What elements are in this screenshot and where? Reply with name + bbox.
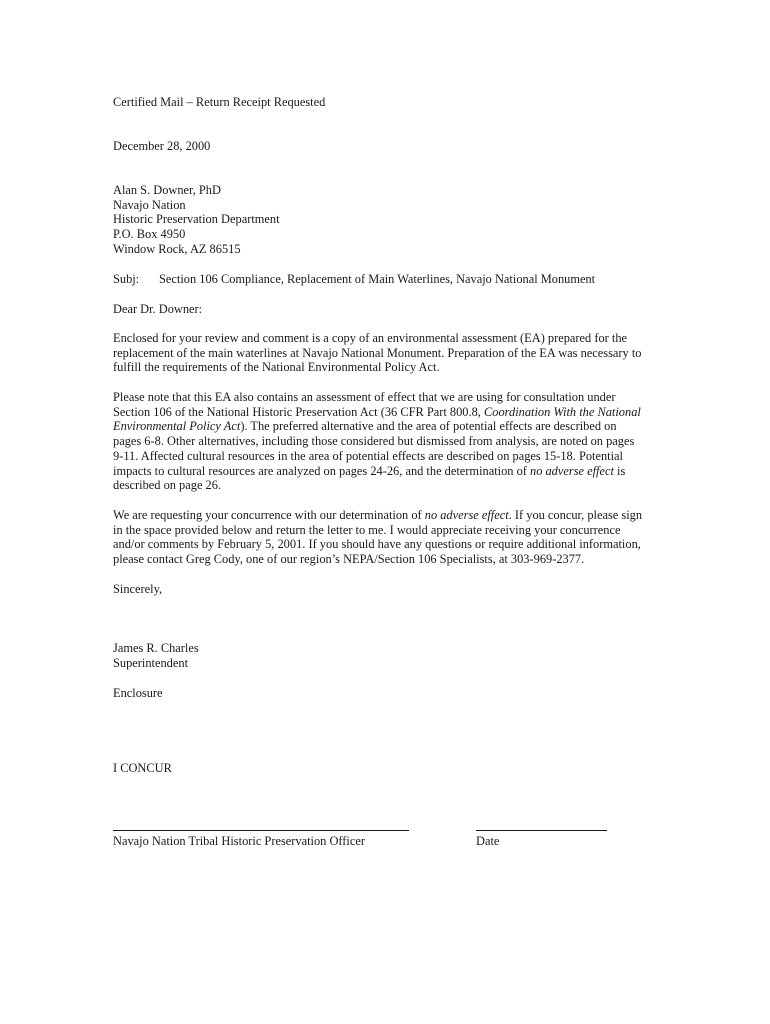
paragraph-3-text: . If you concur, please sign [508,508,643,522]
paragraph-2-line: described on page 26. [113,478,222,493]
paragraph-2-text: is [613,463,626,478]
recipient-dept: Historic Preservation Department [113,212,280,227]
subject-label: Subj: [113,272,140,286]
regulation-title-italic: Coordination With the National [483,404,641,419]
mail-method-line: Certified Mail – Return Receipt Requested [113,95,326,109]
paragraph-2-line: Please note that this EA also contains an assessment of effect that we are using for consultation under [113,390,616,404]
paragraph-2-line [113,405,673,420]
paragraph-2-line: 9-11. Affected cultural resources in the area of potential effects are described on pages 15-18. Potential [113,448,623,463]
recipient-city: Window Rock, AZ 86515 [113,241,241,256]
recipient-name: Alan S. Downer, PhD [113,183,221,197]
salutation: Dear Dr. Downer: [113,302,203,316]
officer-signature-line[interactable] [113,816,409,831]
regulation-title-italic: Environmental Policy Act [113,419,241,434]
paragraph-3-line [113,508,673,523]
paragraph-3-text: We are requesting your concurrence with our determination of [113,508,425,522]
paragraph-1-line: fulfill the requirements of the National Environmental Policy Act. [113,360,440,375]
paragraph-2-line: pages 6-8. Other alternatives, including those considered but dismissed from analysis, are noted on pages [113,434,635,449]
subject-text: Section 106 Compliance, Replacement of Main Waterlines, Navajo National Monument [159,272,596,286]
enclosure-note: Enclosure [113,686,163,700]
paragraph-2-text: ). The preferred alternative and the area of potential effects are described on [240,419,617,434]
paragraph-3-line: please contact Greg Cody, one of our region’s NEPA/Section 106 Specialists, at 303-969-2377. [113,552,585,567]
paragraph-2-text: impacts to cultural resources are analyzed on pages 24-26, and the determination of [113,463,530,478]
signature-block [113,641,673,670]
date-signature-line[interactable] [476,816,607,831]
recipient-org: Navajo Nation [113,197,186,212]
concur-label: I CONCUR [113,761,172,775]
determination-italic: no adverse effect [530,463,614,478]
recipient-address [113,183,673,257]
paragraph-2-line [113,419,673,434]
paragraph-3-line: in the space provided below and return the letter to me. I would appreciate receiving your concurrence [113,522,621,537]
date-caption: Date [476,834,500,848]
paragraph-1 [113,331,673,375]
paragraph-2 [113,390,673,493]
paragraph-3 [113,508,673,567]
closing: Sincerely, [113,582,163,596]
paragraph-3-line: and/or comments by February 5, 2001. If you should have any questions or require additional information, [113,537,641,552]
recipient-box: P.O. Box 4950 [113,227,186,242]
paragraph-1-line: replacement of the main waterlines at Navajo National Monument. Preparation of the EA was necessary to [113,345,642,360]
signer-name: James R. Charles [113,641,199,655]
officer-caption: Navajo Nation Tribal Historic Preservation Officer [113,834,366,848]
signer-title: Superintendent [113,655,189,670]
letter-date: December 28, 2000 [113,139,211,153]
paragraph-2-text: Section 106 of the National Historic Preservation Act (36 CFR Part 800.8, [113,404,484,419]
determination-italic: no adverse effect [424,508,509,522]
paragraph-1-line: Enclosed for your review and comment is a copy of an environmental assessment (EA) prepared for the [113,331,628,345]
paragraph-2-line [113,464,673,479]
